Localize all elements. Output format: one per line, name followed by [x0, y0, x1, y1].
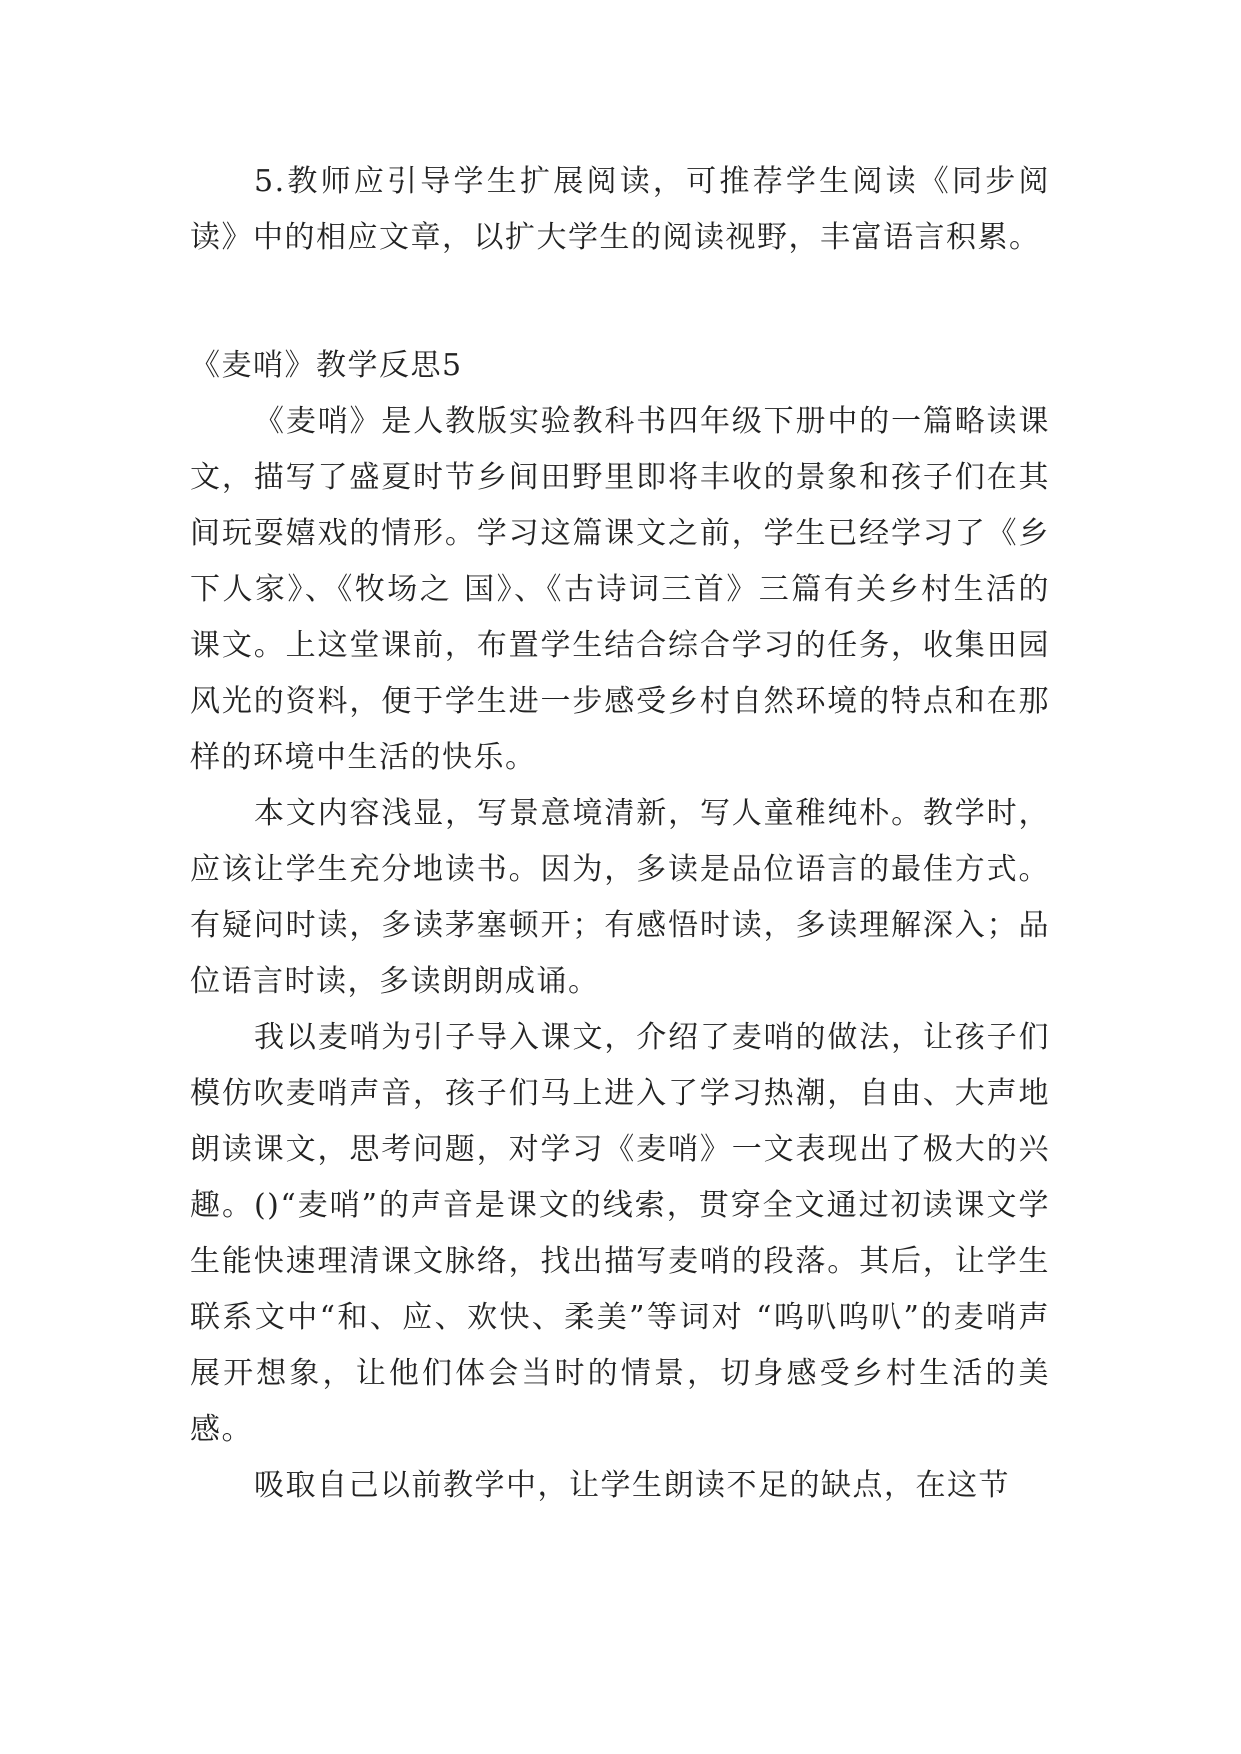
section-heading: 《麦哨》教学反思5 [190, 348, 463, 383]
paragraph-intro: 《麦哨》是人教版实验教科书四年级下册中的一篇略读课文，描写了盛夏时节乡间田野里即将丰收的景象和孩子们在其间玩耍嬉戏的情形。学习这篇课文之前，学生已经学习了《乡下人家》、《牧场之 国》、《古诗词三首》三篇有关乡村生活的课文。上这堂课前，布置学生结合综合学习的任务，收集田园风光的资料，便于学生进一步感受乡村自然环境的特点和在那样的环境中生活的快乐。 [190, 404, 1050, 775]
paragraph-spacer [190, 266, 1050, 338]
paragraph-recommend-reading: 5.教师应引导学生扩展阅读，可推荐学生阅读《同步阅读》中的相应文章，以扩大学生的阅读视野，丰富语言积累。 [190, 164, 1050, 255]
paragraph-reflection: 吸取自己以前教学中，让学生朗读不足的缺点，在这节 [254, 1468, 1010, 1503]
paragraph-lesson-process: 我以麦哨为引子导入课文，介绍了麦哨的做法，让孩子们模仿吹麦哨声音，孩子们马上进入了学习热潮，自由、大声地朗读课文，思考问题，对学习《麦哨》一文表现出了极大的兴趣。()“麦哨”的声音是课文的线索，贯穿全文通过初读课文学生能快速理清课文脉络，找出描写麦哨的段落。其后，让学生联系文中“和、应、欢快、柔美”等词对 “呜叭呜叭”的麦哨声展开想象，让他们体会当时的情景，切身感受乡村生活的美感。 [190, 1020, 1050, 1447]
document-page [190, 154, 1050, 1514]
paragraph-reading-method: 本文内容浅显，写景意境清新，写人童稚纯朴。教学时，应该让学生充分地读书。因为，多读是品位语言的最佳方式。有疑问时读，多读茅塞顿开；有感悟时读，多读理解深入；品位语言时读，多读朗朗成诵。 [190, 796, 1050, 999]
